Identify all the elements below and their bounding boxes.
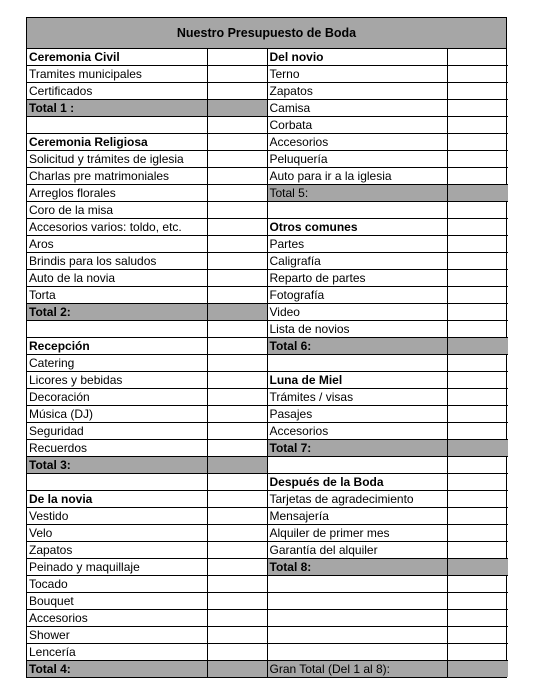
item-label-right: Alquiler de primer mes [267,525,447,542]
item-label-right: Fotografía [267,287,447,304]
item-label-left: Total 2: [27,304,207,321]
table-row [27,627,508,644]
table-row [27,236,508,253]
amount-cell-left[interactable] [207,508,267,525]
item-label-left: Certificados [27,83,207,100]
amount-cell-right[interactable] [447,559,508,576]
amount-cell-right[interactable] [447,134,508,151]
amount-cell-left[interactable] [207,559,267,576]
item-label-right: Después de la Boda [267,474,447,491]
amount-cell-right[interactable] [447,593,508,610]
amount-cell-left[interactable] [207,338,267,355]
amount-cell-left[interactable] [207,49,267,66]
item-label-left: Total 3: [27,457,207,474]
amount-cell-right[interactable] [447,423,508,440]
amount-cell-left[interactable] [207,270,267,287]
item-label-right: Accesorios [267,134,447,151]
item-label-right: Garantía del alquiler [267,542,447,559]
amount-cell-left[interactable] [207,661,267,678]
item-label-right: Video [267,304,447,321]
amount-cell-right[interactable] [447,321,508,338]
amount-cell-left[interactable] [207,389,267,406]
table-row [27,406,508,423]
table-row [27,253,508,270]
table-row [27,304,508,321]
item-label-right: Total 6: [267,338,447,355]
amount-cell-left[interactable] [207,525,267,542]
table-row [27,389,508,406]
amount-cell-left[interactable] [207,202,267,219]
amount-cell-right[interactable] [447,491,508,508]
amount-cell-right[interactable] [447,576,508,593]
item-label-left: Recuerdos [27,440,207,457]
item-label-left: Brindis para los saludos [27,253,207,270]
amount-cell-right[interactable] [447,627,508,644]
item-label-left: Tocado [27,576,207,593]
amount-cell-left[interactable] [207,168,267,185]
item-label-left: Decoración [27,389,207,406]
table-row [27,151,508,168]
item-label-left: Aros [27,236,207,253]
amount-cell-right[interactable] [447,304,508,321]
amount-cell-left[interactable] [207,440,267,457]
amount-cell-right[interactable] [447,389,508,406]
item-label-right: Total 7: [267,440,447,457]
amount-cell-right[interactable] [447,440,508,457]
amount-cell-right[interactable] [447,525,508,542]
item-label-left: Lencería [27,644,207,661]
amount-cell-left[interactable] [207,355,267,372]
item-label-right: Camisa [267,100,447,117]
amount-cell-left[interactable] [207,151,267,168]
table-row [27,474,508,491]
item-label-right: Luna de Miel [267,372,447,389]
amount-cell-left[interactable] [207,423,267,440]
item-label-right: Mensajería [267,508,447,525]
amount-cell-left[interactable] [207,627,267,644]
amount-cell-left[interactable] [207,83,267,100]
table-row [27,355,508,372]
amount-cell-right[interactable] [447,202,508,219]
amount-cell-right[interactable] [447,457,508,474]
item-label-left: De la novia [27,491,207,508]
item-label-left: Zapatos [27,542,207,559]
amount-cell-right[interactable] [447,474,508,491]
amount-cell-right[interactable] [447,372,508,389]
amount-cell-left[interactable] [207,576,267,593]
item-label-right: Corbata [267,117,447,134]
item-label-right [267,627,447,644]
amount-cell-right[interactable] [447,49,508,66]
amount-cell-left[interactable] [207,372,267,389]
amount-cell-right[interactable] [447,151,508,168]
table-row [27,83,508,100]
sheet-title: Nuestro Presupuesto de Boda [27,18,506,49]
amount-cell-right[interactable] [447,644,508,661]
amount-cell-left[interactable] [207,253,267,270]
amount-cell-left[interactable] [207,304,267,321]
amount-cell-left[interactable] [207,610,267,627]
budget-table [27,49,508,677]
amount-cell-left[interactable] [207,219,267,236]
table-row [27,270,508,287]
item-label-left: Vestido [27,508,207,525]
item-label-right: Del novio [267,49,447,66]
table-row [27,525,508,542]
item-label-right: Pasajes [267,406,447,423]
table-row [27,644,508,661]
table-row [27,168,508,185]
amount-cell-right[interactable] [447,542,508,559]
table-row [27,219,508,236]
budget-table-body [27,49,508,677]
amount-cell-right[interactable] [447,66,508,83]
item-label-left: Accesorios varios: toldo, etc. [27,219,207,236]
table-row [27,440,508,457]
amount-cell-right[interactable] [447,83,508,100]
amount-cell-right[interactable] [447,661,508,678]
amount-cell-right[interactable] [447,287,508,304]
item-label-left: Auto de la novia [27,270,207,287]
table-row [27,576,508,593]
table-row [27,66,508,83]
item-label-right: Trámites / visas [267,389,447,406]
budget-sheet [26,17,507,678]
item-label-right [267,457,447,474]
item-label-right: Tarjetas de agradecimiento [267,491,447,508]
item-label-right: Caligrafía [267,253,447,270]
table-row [27,423,508,440]
amount-cell-left[interactable] [207,474,267,491]
amount-cell-right[interactable] [447,236,508,253]
item-label-right [267,593,447,610]
item-label-left: Coro de la misa [27,202,207,219]
table-row [27,372,508,389]
item-label-right: Partes [267,236,447,253]
amount-cell-left[interactable] [207,185,267,202]
item-label-right [267,576,447,593]
item-label-left [27,321,207,338]
amount-cell-right[interactable] [447,508,508,525]
item-label-left [27,474,207,491]
item-label-left: Accesorios [27,610,207,627]
table-row [27,117,508,134]
item-label-left: Bouquet [27,593,207,610]
amount-cell-left[interactable] [207,542,267,559]
item-label-left: Seguridad [27,423,207,440]
item-label-left: Ceremonia Religiosa [27,134,207,151]
table-row [27,100,508,117]
amount-cell-right[interactable] [447,117,508,134]
amount-cell-left[interactable] [207,644,267,661]
table-row [27,134,508,151]
amount-cell-left[interactable] [207,406,267,423]
item-label-left: Catering [27,355,207,372]
item-label-right: Total 8: [267,559,447,576]
item-label-right: Gran Total (Del 1 al 8): [267,661,447,678]
item-label-right [267,610,447,627]
amount-cell-right[interactable] [447,406,508,423]
item-label-left: Licores y bebidas [27,372,207,389]
item-label-left: Recepción [27,338,207,355]
item-label-right: Total 5: [267,185,447,202]
item-label-left: Velo [27,525,207,542]
table-row [27,508,508,525]
item-label-right: Peluquería [267,151,447,168]
item-label-right: Zapatos [267,83,447,100]
table-row [27,542,508,559]
item-label-left: Música (DJ) [27,406,207,423]
amount-cell-left[interactable] [207,117,267,134]
item-label-left: Tramites municipales [27,66,207,83]
item-label-left: Torta [27,287,207,304]
amount-cell-left[interactable] [207,457,267,474]
table-row [27,491,508,508]
amount-cell-left[interactable] [207,66,267,83]
item-label-left [27,117,207,134]
item-label-right: Auto para ir a la iglesia [267,168,447,185]
amount-cell-left[interactable] [207,236,267,253]
item-label-left: Ceremonia Civil [27,49,207,66]
amount-cell-left[interactable] [207,100,267,117]
item-label-right [267,355,447,372]
amount-cell-left[interactable] [207,134,267,151]
table-row [27,185,508,202]
table-row [27,661,508,678]
item-label-left: Charlas pre matrimoniales [27,168,207,185]
amount-cell-left[interactable] [207,593,267,610]
item-label-left: Shower [27,627,207,644]
item-label-left: Peinado y maquillaje [27,559,207,576]
table-row [27,559,508,576]
item-label-right [267,644,447,661]
table-row [27,593,508,610]
item-label-right: Otros comunes [267,219,447,236]
item-label-left: Arreglos florales [27,185,207,202]
amount-cell-right[interactable] [447,253,508,270]
table-row [27,287,508,304]
item-label-left: Total 4: [27,661,207,678]
amount-cell-right[interactable] [447,610,508,627]
amount-cell-right[interactable] [447,270,508,287]
item-label-right [267,202,447,219]
amount-cell-left[interactable] [207,287,267,304]
amount-cell-right[interactable] [447,100,508,117]
table-row [27,321,508,338]
table-row [27,338,508,355]
item-label-left: Total 1 : [27,100,207,117]
amount-cell-right[interactable] [447,168,508,185]
table-row [27,49,508,66]
amount-cell-right[interactable] [447,185,508,202]
item-label-left: Solicitud y trámites de iglesia [27,151,207,168]
amount-cell-right[interactable] [447,219,508,236]
amount-cell-right[interactable] [447,355,508,372]
amount-cell-left[interactable] [207,321,267,338]
table-row [27,457,508,474]
item-label-right: Accesorios [267,423,447,440]
item-label-right: Lista de novios [267,321,447,338]
amount-cell-left[interactable] [207,491,267,508]
item-label-right: Terno [267,66,447,83]
item-label-right: Reparto de partes [267,270,447,287]
table-row [27,610,508,627]
table-row [27,202,508,219]
amount-cell-right[interactable] [447,338,508,355]
